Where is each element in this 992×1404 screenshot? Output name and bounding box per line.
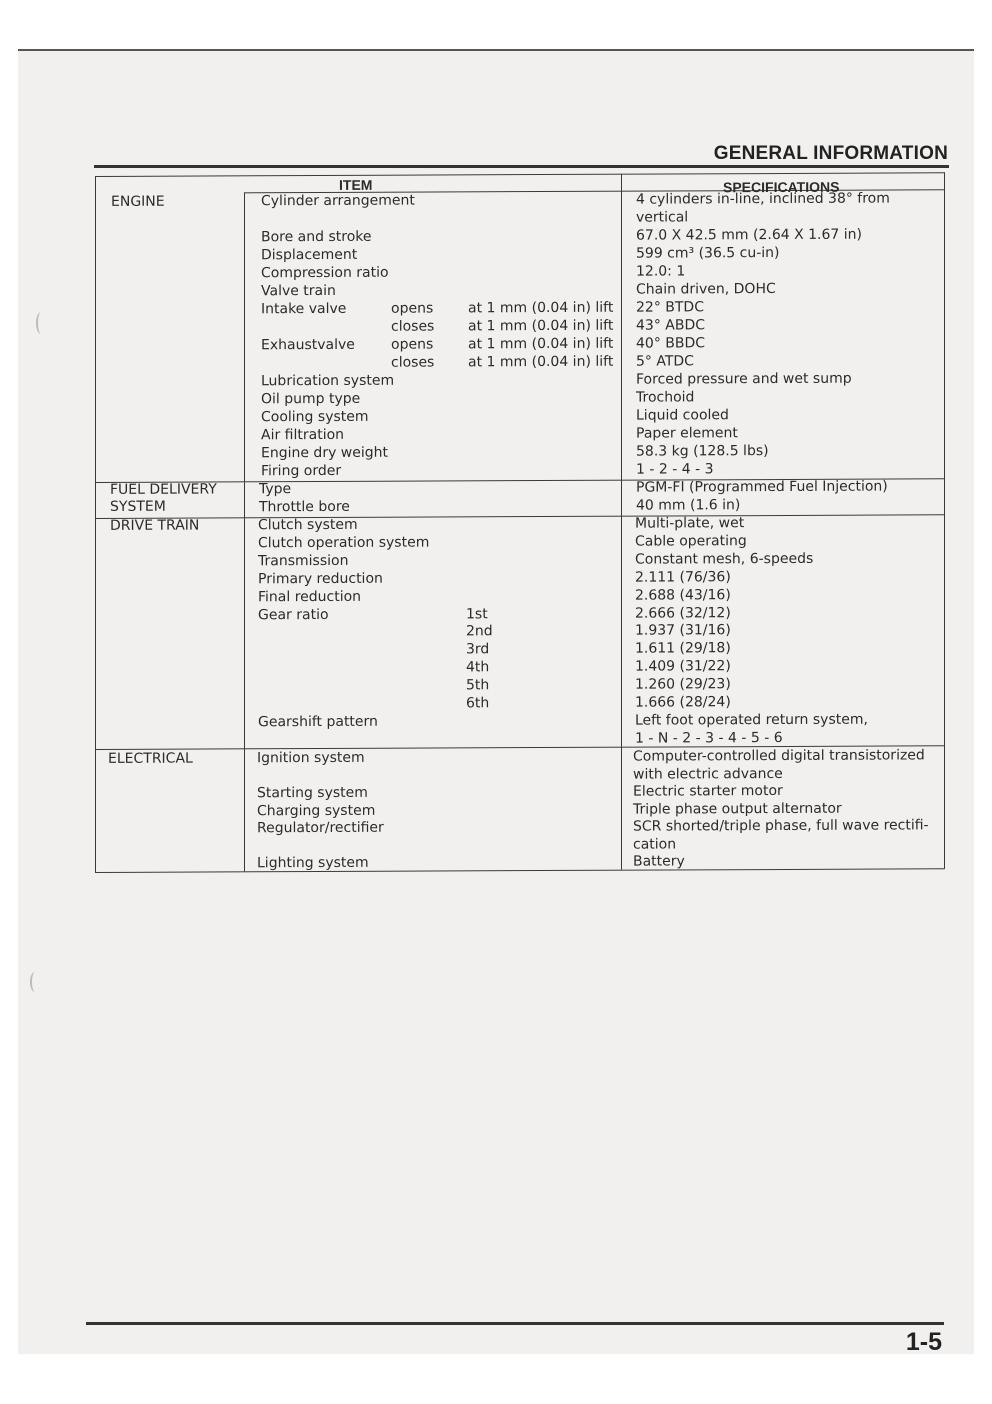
spec-cell: Electric starter motor xyxy=(633,782,783,800)
scan-mark xyxy=(36,312,46,334)
item-cell: Valve train xyxy=(261,282,336,300)
item-measure-condition: at 1 mm (0.04 in) lift xyxy=(468,353,614,371)
specifications-table xyxy=(91,172,945,879)
page-number: 1-5 xyxy=(905,1328,942,1356)
item-cell: Firing order xyxy=(261,462,342,480)
item-measure-condition: at 1 mm (0.04 in) lift xyxy=(468,299,614,317)
item-cell: Throttle bore xyxy=(259,498,350,516)
spec-cell: 1.260 (29/23) xyxy=(635,676,731,693)
spec-cell: Multi-plate, wet xyxy=(635,515,745,532)
item-subcondition: 2nd xyxy=(466,623,493,640)
item-column-heading: ITEM xyxy=(339,176,373,193)
spec-cell: Cable operating xyxy=(635,533,747,550)
section-label-fuel-delivery: FUEL DELIVERY xyxy=(110,481,217,498)
spec-cell: 1.937 (31/16) xyxy=(635,622,731,639)
spec-cell: 22° BTDC xyxy=(636,299,704,316)
spec-cell: Chain driven, DOHC xyxy=(636,281,776,298)
item-cell: Gear ratio xyxy=(258,606,329,624)
spec-cell: 1 - 2 - 4 - 3 xyxy=(636,461,714,478)
scan-top-edge xyxy=(18,49,974,51)
table-border-right xyxy=(944,172,945,868)
spec-cell: 67.0 X 42.5 mm (2.64 X 1.67 in) xyxy=(636,226,862,244)
item-cell: Clutch operation system xyxy=(258,534,430,552)
spec-cell: 43° ABDC xyxy=(636,317,706,334)
table-border-bottom xyxy=(95,868,945,873)
spec-cell: 599 cm³ (36.5 cu-in) xyxy=(636,244,780,262)
spec-cell: 2.111 (76/36) xyxy=(635,569,731,586)
spec-cell: 40° BBDC xyxy=(636,335,706,352)
section-label-drive-train: DRIVE TRAIN xyxy=(110,517,200,534)
item-cell: Compression ratio xyxy=(261,264,389,282)
header-rule xyxy=(94,165,949,168)
item-cell: Type xyxy=(259,481,292,498)
footer-rule xyxy=(86,1322,944,1325)
item-subcondition: 1st xyxy=(466,606,488,623)
item-cell: Lighting system xyxy=(257,854,369,872)
item-subcondition: opens xyxy=(391,300,434,317)
table-border-left xyxy=(95,176,96,872)
item-subcondition: closes xyxy=(391,354,435,371)
spec-cell: Left foot operated return system, xyxy=(635,711,868,729)
spec-cell: Constant mesh, 6-speeds xyxy=(635,550,814,568)
section-label-fuel-delivery-line2: SYSTEM xyxy=(110,498,166,515)
spec-cell: vertical xyxy=(636,209,689,226)
item-cell: Regulator/rectifier xyxy=(257,819,384,837)
spec-cell: 12.0: 1 xyxy=(636,263,686,280)
spec-cell: Triple phase output alternator xyxy=(633,800,842,818)
spec-cell: with electric advance xyxy=(633,765,783,783)
item-cell: Transmission xyxy=(258,552,349,570)
item-measure-condition: at 1 mm (0.04 in) lift xyxy=(468,335,614,353)
item-cell: Ignition system xyxy=(257,749,365,767)
item-cell: Final reduction xyxy=(258,588,362,606)
spec-cell: SCR shorted/triple phase, full wave rectifi- xyxy=(633,817,929,835)
item-cell: Cylinder arrangement xyxy=(261,192,415,210)
spec-cell: 1.409 (31/22) xyxy=(635,658,731,675)
page-title: GENERAL INFORMATION xyxy=(713,143,948,164)
item-subcondition: 5th xyxy=(466,677,490,694)
item-cell: Starting system xyxy=(257,784,368,802)
spec-cell: 2.666 (32/12) xyxy=(635,605,731,622)
spec-cell: Trochoid xyxy=(636,389,695,406)
spec-cell: 1.666 (28/24) xyxy=(635,694,731,711)
spec-cell: 1 - N - 2 - 3 - 4 - 5 - 6 xyxy=(635,729,783,747)
item-subcondition: closes xyxy=(391,318,435,335)
item-cell: Air filtration xyxy=(261,426,345,444)
item-cell: Lubrication system xyxy=(261,372,395,390)
spec-cell: Battery xyxy=(633,853,685,870)
spec-cell: cation xyxy=(633,836,677,853)
item-cell: Charging system xyxy=(257,802,376,820)
spec-cell: 2.688 (43/16) xyxy=(635,587,731,604)
scan-mark xyxy=(30,972,40,992)
item-subcondition: 3rd xyxy=(466,641,490,658)
table-column-divider-1 xyxy=(244,192,245,871)
spec-cell: Forced pressure and wet sump xyxy=(636,370,852,388)
item-cell: Engine dry weight xyxy=(261,444,389,462)
section-label-engine: ENGINE xyxy=(111,193,165,210)
spec-cell: Computer-controlled digital transistorized xyxy=(633,747,925,765)
item-measure-condition: at 1 mm (0.04 in) lift xyxy=(468,317,614,335)
spec-cell: Liquid cooled xyxy=(636,407,729,424)
spec-cell: 5° ATDC xyxy=(636,353,694,370)
spec-cell: 1.611 (29/18) xyxy=(635,640,731,657)
spec-cell: 58.3 kg (128.5 lbs) xyxy=(636,443,769,460)
specifications-column-heading: SPECIFICATIONS xyxy=(723,178,840,196)
item-cell: Primary reduction xyxy=(258,570,383,588)
item-cell: Intake valve xyxy=(261,300,347,318)
item-cell: Clutch system xyxy=(258,516,358,534)
item-cell: Gearshift pattern xyxy=(258,713,378,731)
spec-cell: 40 mm (1.6 in) xyxy=(636,497,741,514)
item-subcondition: 6th xyxy=(466,695,490,712)
item-cell: Oil pump type xyxy=(261,390,361,408)
spec-cell: Paper element xyxy=(636,425,738,442)
section-label-electrical: ELECTRICAL xyxy=(108,750,193,767)
table-column-divider-2 xyxy=(621,174,622,870)
item-subcondition: opens xyxy=(391,336,434,353)
item-cell: Exhaustvalve xyxy=(261,336,355,354)
item-subcondition: 4th xyxy=(466,659,490,676)
section-divider-drive xyxy=(95,514,945,519)
item-cell: Cooling system xyxy=(261,408,369,426)
item-cell: Displacement xyxy=(261,246,358,264)
item-cell: Bore and stroke xyxy=(261,228,372,246)
spec-cell: PGM-FI (Programmed Fuel Injection) xyxy=(636,478,888,496)
spec-cell: 4 cylinders in-line, inclined 38° from xyxy=(636,190,890,208)
